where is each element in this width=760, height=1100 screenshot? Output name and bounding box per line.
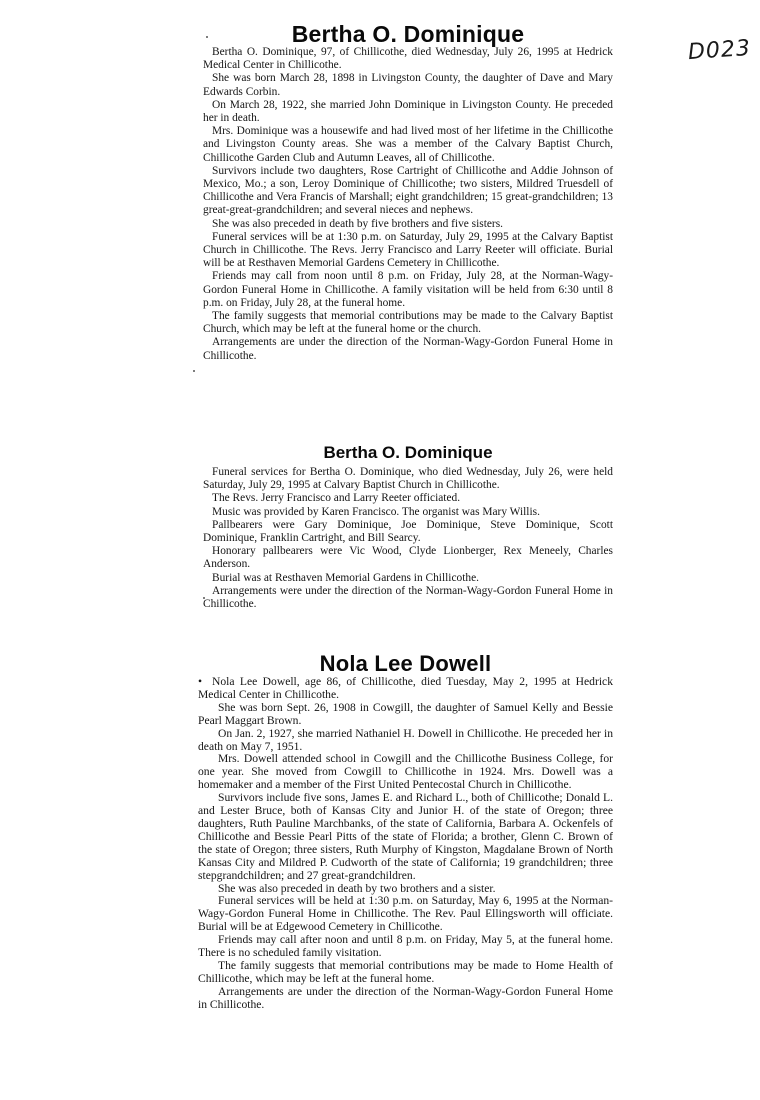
- obituary-paragraph: She was born Sept. 26, 1908 in Cowgill, the daughter of Samuel Kelly and Bessie Pearl Maggart Brown.: [198, 700, 613, 727]
- notice-paragraph: Arrangements were under the direction of the Norman-Wagy-Gordon Funeral Home in Chillicothe.: [203, 584, 613, 611]
- obituary-paragraph: Survivors include two daughters, Rose Cartright of Chillicothe and Addie Johnson of Mexico, Mo.; a son, Leroy Dominique of Chillicothe; two sisters, Mildred Truesdell of Chillicothe and Vera Francis of Marshall; eight grandchildren; 15 great-grandchildren; 13 great-great-grandchildren; and several nieces and nephews.: [203, 164, 613, 217]
- obituary-paragraph: Mrs. Dominique was a housewife and had lived most of her lifetime in the Chillicothe and Livingston County areas. She was a member of the Calvary Baptist Church, Chillicothe Garden Club and Autumn Leaves, all of Chillicothe.: [203, 125, 613, 164]
- obituary-paragraph: The family suggests that memorial contributions may be made to the Calvary Baptist Church, which may be left at the funeral home or the church.: [203, 310, 613, 336]
- obituary-paragraph: She was born March 28, 1898 in Livingston County, the daughter of Dave and Mary Edwards Corbin.: [203, 72, 613, 98]
- obituary-paragraph: Funeral services will be held at 1:30 p.m. on Saturday, May 6, 1995 at the Norman-Wagy-Gordon Funeral Home in Chillicothe. The Rev. Paul Ellingsworth will officiate. Burial will be at Edgewood Cemetery in Chillicothe.: [198, 894, 613, 934]
- notice-paragraph: Pallbearers were Gary Dominique, Joe Dominique, Steve Dominique, Scott Dominique, Franklin Cartright, and Bill Searcy.: [203, 518, 613, 545]
- notice-paragraph: Honorary pallbearers were Vic Wood, Clyde Lionberger, Rex Meneely, Charles Anderson.: [203, 545, 613, 571]
- obituary-paragraph: On Jan. 2, 1927, she married Nathaniel H. Dowell in Chillicothe. He preceded her in death on May 7, 1951.: [198, 726, 613, 753]
- obituary-title: Bertha O. Dominique: [291, 21, 525, 47]
- notice-paragraph: Music was provided by Karen Francisco. The organist was Mary Willis.: [212, 505, 540, 518]
- obituary-paragraph: On March 28, 1922, she married John Dominique in Livingston County. He preceded her in death.: [203, 98, 613, 125]
- obituary-paragraph: She was also preceded in death by two brothers and a sister.: [218, 881, 496, 895]
- notice-title: Bertha O. Dominique: [323, 443, 493, 462]
- obituary-paragraph: Arrangements are under the direction of the Norman-Wagy-Gordon Funeral Home in Chillicothe.: [203, 336, 613, 362]
- funeral-notice-bertha-dominique: [203, 443, 613, 611]
- obituary-paragraph: Funeral services will be at 1:30 p.m. on Saturday, July 29, 1995 at the Calvary Baptist Church in Chillicothe. The Revs. Jerry Francisco and Larry Reeter will officiate. Burial will be at Resthaven Memorial Gardens Cemetery in Chillicothe.: [203, 230, 613, 270]
- obituary-paragraph: Mrs. Dowell attended school in Cowgill and the Chillicothe Business College, for one year. She moved from Cowgill to Chillicothe in 1924. Mrs. Dowell was a homemaker and a member of the First United Pentecostal Church in Chillicothe.: [198, 752, 613, 792]
- obituary-title: Nola Lee Dowell: [319, 651, 492, 676]
- notice-paragraph: The Revs. Jerry Francisco and Larry Reeter officiated.: [212, 492, 461, 505]
- obituary-paragraph: Friends may call from noon until 8 p.m. on Friday, July 28, at the Norman-Wagy-Gordon Funeral Home in Chillicothe. A family visitation will be held from 6:30 until 8 p.m. on Friday, July 28, at the funeral home.: [203, 270, 613, 309]
- notice-paragraph: Burial was at Resthaven Memorial Gardens in Chillicothe.: [212, 571, 479, 584]
- obituary-bertha-dominique: [203, 22, 613, 363]
- notice-paragraph: Funeral services for Bertha O. Dominique, who died Wednesday, July 26, were held Saturday, July 29, 1995 at Calvary Baptist Church in Chillicothe.: [203, 466, 613, 492]
- obituary-paragraph: Survivors include five sons, James E. and Richard L., both of Chillicothe; Donald L. and Lester Bruce, both of Kansas City and Junior H. of the state of Oregon; three daughters, Ruth Pauline Marchbanks, of the state of California, Barbara A. Ockenfels of Chillicothe and Bessie Pearl Pitts of the state of Florida; a brother, Glenn C. Brown of the state of Oregon; three sisters, Ruth Murphy of Kingston, Magdalane Brown of North Kansas City and Mildred P. Cudworth of the state of California; 19 grandchildren; three stepgrandchildren; and 27 great-grandchildren.: [198, 791, 613, 882]
- handwritten-page-code: D023: [687, 35, 752, 66]
- bullet-mark: •: [198, 675, 203, 688]
- scan-speck: [193, 370, 195, 372]
- obituary-paragraph: The family suggests that memorial contributions may be made to Home Health of Chillicothe, which may be left at the funeral home.: [198, 958, 613, 985]
- obituary-paragraph: Bertha O. Dominique, 97, of Chillicothe, died Wednesday, July 26, 1995 at Hedrick Medical Center in Chillicothe.: [203, 46, 613, 72]
- obituary-nola-dowell: [198, 652, 613, 1012]
- obituary-paragraph: [198, 676, 613, 702]
- obituary-paragraph: Friends may call after noon and until 8 p.m. on Friday, May 5, at the funeral home. There is no scheduled family visitation.: [198, 933, 613, 960]
- obituary-paragraph: She was also preceded in death by five brothers and five sisters.: [212, 217, 504, 230]
- obituary-paragraph: Arrangements are under the direction of the Norman-Wagy-Gordon Funeral Home in Chillicothe.: [198, 984, 613, 1011]
- obituary-paragraph-text: Nola Lee Dowell, age 86, of Chillicothe, died Tuesday, May 2, 1995 at Hedrick Medical Center in Chillicothe.: [198, 675, 613, 701]
